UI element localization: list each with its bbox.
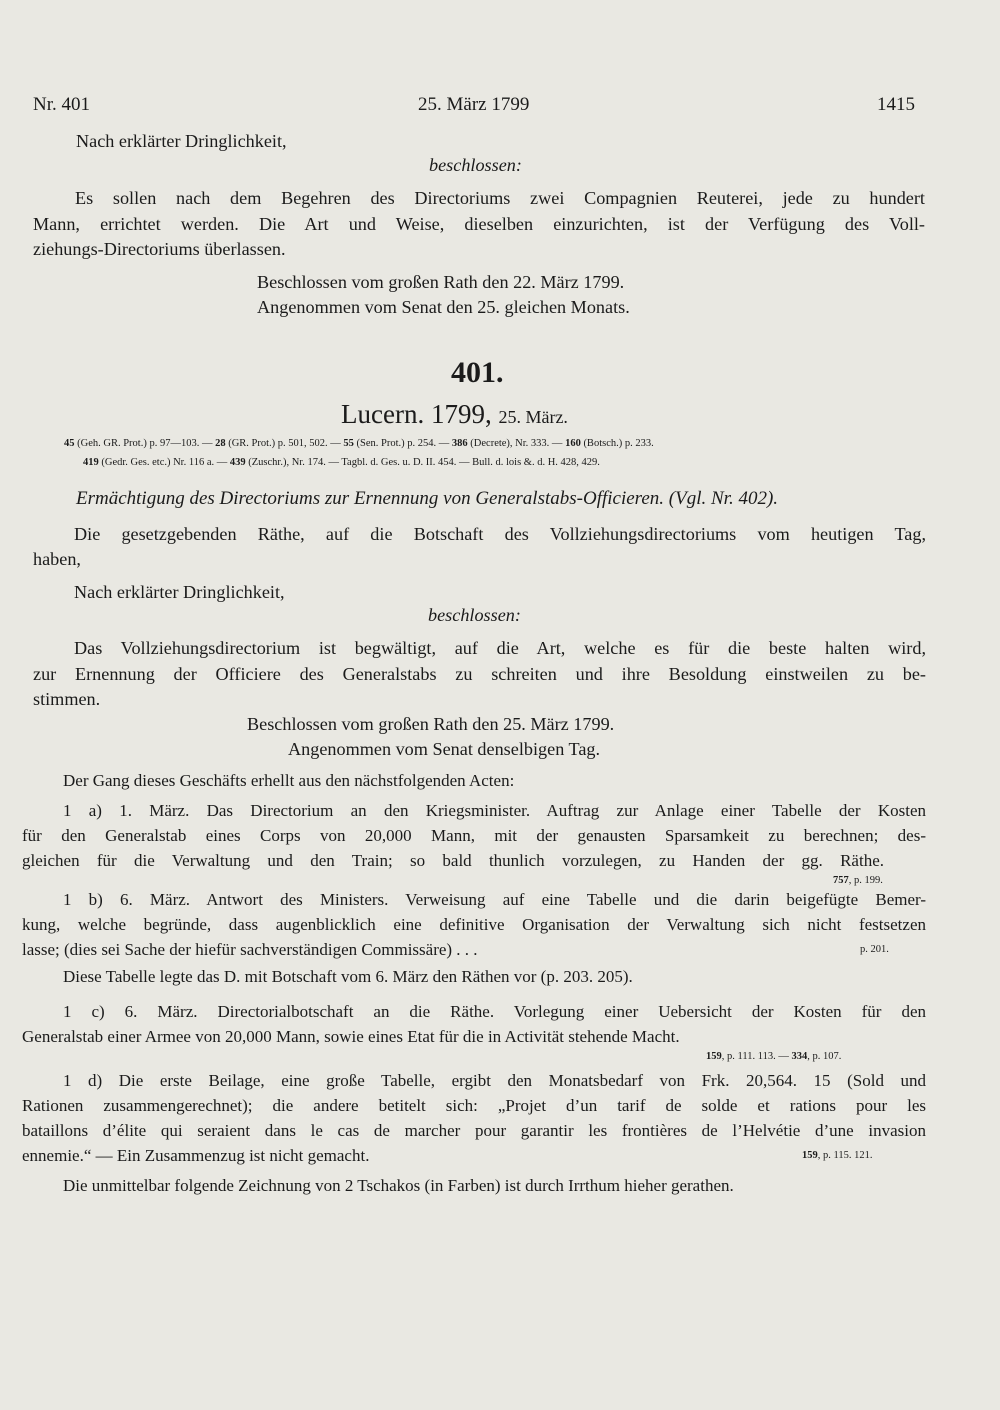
ref-number: 159: [706, 1051, 722, 1062]
section-title: Ermächtigung des Directoriums zur Ernennung von Generalstabs-Officieren. (Vgl. Nr. 402).: [76, 488, 779, 509]
ref-text: , p. 111. 113. —: [721, 1051, 792, 1062]
header-date: 25. März 1799: [418, 94, 530, 115]
act-line: kung, welche begründe, dass augenblicklich eine definitive Organisation der Verwaltung sich nicht festsetzen: [22, 915, 926, 934]
ref-text: , p. 115. 121.: [817, 1150, 873, 1161]
urgency-line: Nach erklärter Dringlichkeit,: [76, 131, 287, 151]
act-line: Generalstab einer Armee von 20,000 Mann, sowie eines Etat für die in Activität stehende Macht.: [22, 1027, 680, 1046]
closing-line: Beschlossen vom großen Rath den 25. März 1799.: [247, 714, 615, 734]
body-line: zur Ernennung der Officiere des Generalstabs zu schreiten und ihre Besoldung einstweilen zu be-: [33, 664, 926, 684]
act-line: bataillons d’élite qui seraient dans le cas de marcher pour garantir les frontières de l’Helvétie d’une invasion: [22, 1121, 926, 1140]
ref-text: , p. 107.: [807, 1051, 842, 1062]
act-line: 1 b) 6. März. Antwort des Ministers. Verweisung auf eine Tabelle und die darin beigefügte Bemer-: [63, 890, 926, 909]
body-line: stimmen.: [33, 689, 101, 709]
acts-intro: Der Gang dieses Geschäfts erhellt aus den nächstfolgenden Acten:: [63, 771, 515, 790]
urgency-line: Nach erklärter Dringlichkeit,: [74, 582, 285, 602]
act-note: Diese Tabelle legte das D. mit Botschaft vom 6. März den Räthen vor (p. 203. 205).: [63, 967, 633, 986]
act-reference: [833, 874, 883, 888]
source-references-line: [83, 456, 600, 470]
ref-text: (Decrete), Nr. 333. —: [467, 438, 566, 449]
ref-number: 160: [565, 438, 581, 449]
ref-number: 757: [833, 875, 849, 886]
ref-text: (Gedr. Ges. etc.) Nr. 116 a. —: [98, 457, 230, 468]
entry-date: 25. März.: [498, 407, 568, 427]
body-line: Die gesetzgebenden Räthe, auf die Botschaft des Vollziehungsdirectoriums vom heutigen Tag,: [74, 524, 926, 544]
final-note: Die unmittelbar folgende Zeichnung von 2 Tschakos (in Farben) ist durch Irrthum hieher gerathen.: [63, 1176, 734, 1195]
act-line: für den Generalstab eines Corps von 20,000 Mann, mit der genausten Sparsamkeit zu berechnen; des-: [22, 826, 926, 845]
body-line: ziehungs-Directoriums überlassen.: [33, 239, 286, 259]
act-line: Rationen zusammengerechnet); die andere betitelt sich: „Projet d’un tarif de solde et rations pour les: [22, 1096, 926, 1115]
resolved-heading: beschlossen:: [428, 605, 521, 625]
act-reference: [802, 1149, 873, 1163]
ref-number: 334: [791, 1051, 808, 1062]
closing-line: Beschlossen vom großen Rath den 22. März 1799.: [257, 272, 625, 292]
ref-number: 386: [451, 438, 468, 449]
ref-number: 28: [215, 438, 226, 449]
entry-place-year: [341, 398, 568, 433]
act-line: 1 d) Die erste Beilage, eine große Tabelle, ergibt den Monatsbedarf von Frk. 20,564. 15 (Sold und: [63, 1071, 926, 1090]
act-reference: [706, 1050, 841, 1064]
act-line: lasse; (dies sei Sache der hiefür sachverständigen Commissäre) . . .: [22, 940, 478, 959]
ref-text: (Geh. GR. Prot.) p. 97—103. —: [74, 438, 216, 449]
ref-text: , p. 199.: [848, 875, 883, 886]
ref-text: (GR. Prot.) p. 501, 502. —: [225, 438, 344, 449]
act-line: 1 a) 1. März. Das Directorium an den Kriegsminister. Auftrag zur Anlage einer Tabelle der Kosten: [63, 801, 926, 820]
act-line: 1 c) 6. März. Directorialbotschaft an die Räthe. Vorlegung einer Uebersicht der Kosten für den: [63, 1002, 926, 1021]
ref-number: 439: [229, 457, 246, 468]
closing-line: Angenommen vom Senat denselbigen Tag.: [288, 739, 601, 759]
ref-text: (Botsch.) p. 233.: [580, 438, 654, 449]
ref-number: 159: [802, 1150, 818, 1161]
act-line: ennemie.“ — Ein Zusammenzug ist nicht gemacht.: [22, 1146, 370, 1165]
closing-line: Angenommen vom Senat den 25. gleichen Monats.: [257, 297, 630, 317]
ref-number: 55: [343, 438, 354, 449]
source-references-line: [64, 437, 654, 451]
act-line: gleichen für die Verwaltung und den Train; so bald thunlich vorzulegen, zu Handen der gg. Räthe.: [22, 851, 884, 870]
ref-text: (Zuschr.), Nr. 174. — Tagbl. d. Ges. u. D. II. 454. — Bull. d. lois &. d. H. 428, 429.: [245, 457, 600, 468]
act-reference: p. 201.: [860, 944, 889, 955]
resolved-heading: beschlossen:: [429, 155, 522, 175]
entry-number: 401.: [451, 356, 504, 389]
ref-text: (Sen. Prot.) p. 254. —: [353, 438, 452, 449]
header-page-number: 1415: [877, 94, 915, 115]
entry-place: Lucern. 1799,: [341, 399, 492, 429]
header-entry-number: Nr. 401: [33, 94, 90, 115]
body-line: Es sollen nach dem Begehren des Directoriums zwei Compagnien Reuterei, jede zu hundert: [75, 188, 925, 208]
body-line: haben,: [33, 549, 81, 569]
ref-number: 419: [83, 457, 99, 468]
body-line: Mann, errichtet werden. Die Art und Weise, dieselben einzurichten, ist der Verfügung des Voll-: [33, 214, 925, 234]
body-line: Das Vollziehungsdirectorium ist begwältigt, auf die Art, welche es für die beste halten wird,: [74, 638, 926, 658]
ref-number: 45: [64, 438, 75, 449]
